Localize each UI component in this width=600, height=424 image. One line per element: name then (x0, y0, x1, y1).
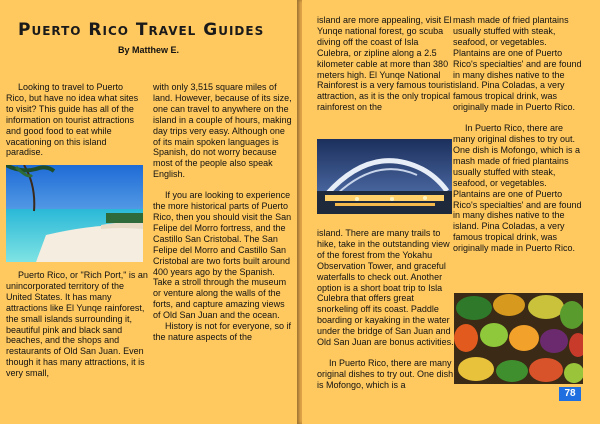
mofongo-paragraph: mash made of fried plantains usually stuffed with steak, seafood, or vegetables. Plantains are one of Puerto Rico's specialties' and are found in many dishes native to the island. Pina Coladas, a very famous tropical drink, was originally made in Puerto Rico. (453, 15, 582, 113)
intro-paragraph: Looking to travel to Puerto Rico, but have no idea what sites to visit? This guide has all of the information on tourist attractions and good food to eat while vacationing on this island paradise. (6, 82, 139, 158)
history-paragraph: If you are looking to experience the more historical parts of Puerto Rico, then you should visit the San Felipe del Morro fortress, and the Castillo San Cristobal. The San Felipe del Morro and Castillo San Cristobal are two forts built around 400 years ago by the Spanish. Take a stroll through the museum or venture along the walls of the forts, and capture amazing views of Old San Juan and the ocean. (153, 190, 292, 321)
produce-photo (454, 293, 583, 384)
left-page (0, 0, 297, 424)
right-column-1-middle (317, 228, 457, 391)
beach-photo (6, 165, 143, 262)
article-title: Puerto Rico Travel Guides (18, 20, 265, 40)
right-page (302, 0, 600, 424)
size-paragraph: with only 3,515 square miles of land. However, because of its size, one can travel to anywhere on the island in a couple of hours, making day trips very easy. Although one of its main spoken languages is Spanish, do not worry because most of the people also speak English. (153, 82, 292, 180)
rich-port-paragraph: Puerto Rico, or "Rich Port," is an unincorporated territory of the United States. It has many attractions like El Yunqe rainforest, the small islands surrounding it, beautiful pink and black sand beaches, and the shops and restaurants of Old San Juan. Even though it has many attractions, it is very small, (6, 270, 148, 379)
dishes-intro-paragraph: In Puerto Rico, there are many original dishes to try out. One dish is Mofongo, which is a (317, 357, 454, 390)
right-column-1 (317, 15, 454, 113)
page-number: 78 (559, 387, 581, 401)
left-column-1-bottom (6, 270, 148, 379)
left-column-2 (153, 82, 293, 343)
dishes-paragraph: In Puerto Rico, there are many original dishes to try out. One dish is Mofongo, which is a mash made of fried plantains usually stuffed with steak, seafood, or vegetables. Plantains are one of Puerto Rico's specialties' and are found in many dishes native to the island. Pina Coladas, a very famous tropical drink, was originally made in Puerto Rico. (453, 123, 582, 254)
rainforest-paragraph: island. There are many trails to hike, take in the outstanding view of the forest from the Yokahu Observation Tower, and graceful waterfalls to check out. Another option is a short boat trip to Isla Culebra that offers great snorkeling off its coast. Paddle boarding or kayaking in the water under the bridge of San Juan and Old San Juan are bonus activities. (317, 228, 454, 348)
architecture-photo (317, 139, 452, 214)
article-byline: By Matthew E. (117, 45, 179, 55)
right-column-2 (453, 15, 585, 254)
left-column-1 (6, 82, 144, 158)
nature-paragraph: island are more appealing, visit El Yunqe national forest, go scuba diving off the coast of Isla Culebra, or zipline along a 2.5 kilometer cable at more than 380 meters high. El Yunqe National Rainforest is a very famous tourist attraction, as it is the only tropical rainforest on the (317, 15, 454, 113)
nature-intro-paragraph: History is not for everyone, so if the nature aspects of the (153, 321, 292, 342)
